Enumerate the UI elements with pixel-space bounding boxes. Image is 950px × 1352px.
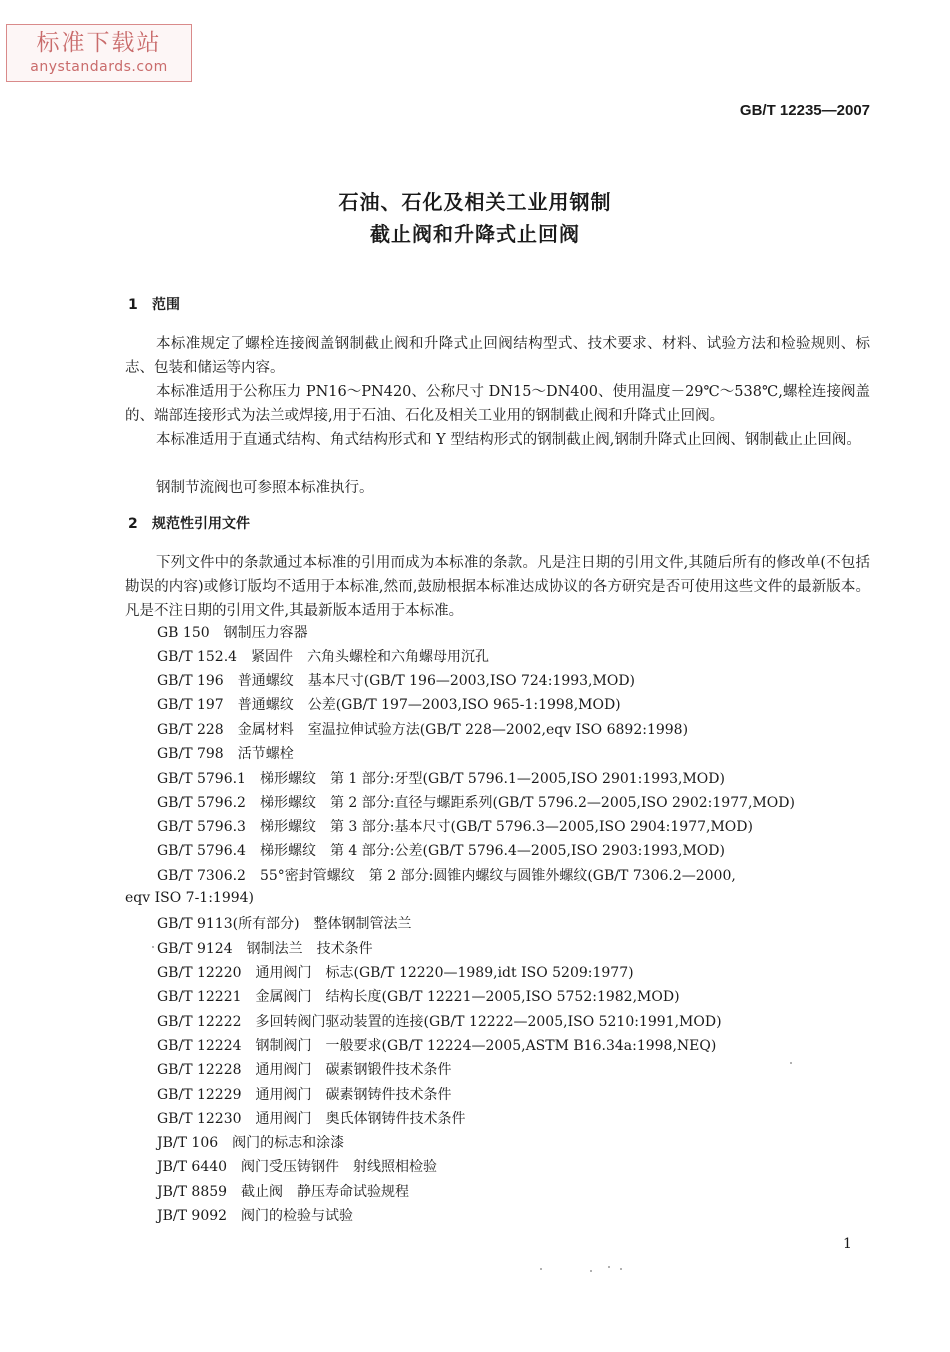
reference-title: 55°密封管螺纹: [259, 868, 355, 884]
reference-subtitle: 标志(GB/T 12220—1989,idt ISO 5209:1977): [325, 965, 634, 981]
reference-title: 梯形螺纹: [259, 795, 316, 811]
reference-item: [157, 841, 725, 861]
watermark-en: anystandards.com: [30, 59, 168, 75]
reference-code: GB/T 12224: [157, 1038, 242, 1054]
reference-subtitle: 碳素钢铸件技术条件: [325, 1087, 452, 1103]
scan-speck: [620, 1268, 622, 1270]
reference-item: [157, 1109, 466, 1129]
reference-code: GB/T 12221: [157, 989, 242, 1005]
reference-subtitle: 结构长度(GB/T 12221—2005,ISO 5752:1982,MOD): [325, 989, 680, 1005]
scope-paragraph-1: 本标准规定了螺栓连接阀盖钢制截止阀和升降式止回阀结构型式、技术要求、材料、试验方法和检验规则、标志、包装和储运等内容。: [125, 336, 870, 376]
reference-subtitle: 第 2 部分:圆锥内螺纹与圆锥外螺纹(GB/T 7306.2—2000,: [368, 868, 736, 884]
reference-title: 钢制法兰: [246, 941, 303, 957]
reference-title: 梯形螺纹: [259, 843, 316, 859]
reference-title: 通用阀门: [255, 965, 312, 981]
scope-paragraph-2: 本标准适用于公称压力 PN16～PN420、公称尺寸 DN15～DN400、使用温度－29℃～538℃,螺栓连接阀盖的、端部连接形式为法兰或焊接,用于石油、石化及相关工业用的钢制截止阀和升降式止回阀。: [125, 384, 870, 424]
reference-code: GB/T 196: [157, 673, 224, 689]
document-title-line2: 截止阀和升降式止回阀: [370, 222, 580, 246]
reference-code: GB/T 5796.2: [157, 795, 246, 811]
reference-code: GB/T 7306.2: [157, 868, 246, 884]
watermark-cn: 标准下载站: [36, 30, 162, 56]
reference-subtitle: 奥氏体钢铸件技术条件: [325, 1111, 466, 1127]
section-number: 1: [128, 297, 138, 313]
reference-code: GB/T 152.4: [157, 649, 238, 665]
reference-item: [157, 1036, 716, 1056]
reference-subtitle: 六角头螺栓和六角螺母用沉孔: [307, 649, 490, 665]
reference-title: 整体钢制管法兰: [313, 916, 412, 932]
references-intro-paragraph: 下列文件中的条款通过本标准的引用而成为本标准的条款。凡是注日期的引用文件,其随后所有的修改单(不包括勘误的内容)或修订版均不适用于本标准,然而,鼓励根据本标准达成协议的各方研究是否可使用这些文件的最新版本。凡是不注日期的引用文件,其最新版本适用于本标准。: [125, 555, 870, 619]
reference-code: GB/T 5796.3: [157, 819, 246, 835]
reference-item: [157, 1206, 353, 1226]
reference-code: GB/T 12228: [157, 1062, 242, 1078]
reference-item: [157, 623, 308, 643]
reference-item: [157, 866, 736, 886]
document-title-line1: 石油、石化及相关工业用钢制: [338, 190, 612, 214]
reference-code: GB/T 12220: [157, 965, 242, 981]
reference-subtitle: 第 3 部分:基本尺寸(GB/T 5796.3—2005,ISO 2904:1977,MOD): [329, 819, 753, 835]
reference-subtitle: 第 2 部分:直径与螺距系列(GB/T 5796.2—2005,ISO 2902:1977,MOD): [329, 795, 795, 811]
reference-item: [157, 647, 489, 667]
reference-subtitle: 一般要求(GB/T 12224—2005,ASTM B16.34a:1998,NEQ): [325, 1038, 717, 1054]
reference-code: GB/T 5796.1: [157, 771, 246, 787]
scan-speck: [608, 1266, 610, 1268]
reference-subtitle: 室温拉伸试验方法(GB/T 228—2002,eqv ISO 6892:1998): [307, 722, 689, 738]
reference-title: 通用阀门: [255, 1087, 312, 1103]
reference-item: [157, 695, 621, 715]
reference-title: 阀门受压铸钢件: [241, 1159, 340, 1175]
reference-title: 普通螺纹: [237, 673, 294, 689]
reference-code: JB/T 6440: [157, 1159, 228, 1175]
reference-code: JB/T 106: [157, 1135, 219, 1151]
reference-subtitle: 静压寿命试验规程: [297, 1184, 410, 1200]
scan-speck: [590, 1270, 592, 1272]
reference-item: [157, 1060, 452, 1080]
reference-item: [157, 987, 680, 1007]
reference-subtitle: 基本尺寸(GB/T 196—2003,ISO 724:1993,MOD): [307, 673, 636, 689]
reference-item: [157, 1085, 452, 1105]
reference-subtitle: 第 4 部分:公差(GB/T 5796.4—2005,ISO 2903:1993,MOD): [329, 843, 725, 859]
reference-item: [157, 769, 725, 789]
section-title: 范围: [152, 297, 180, 313]
reference-title: 阀门的标志和涂漆: [232, 1135, 345, 1151]
reference-code: GB/T 9124: [157, 941, 233, 957]
page-number: 1: [843, 1236, 852, 1252]
reference-title: 普通螺纹: [237, 697, 294, 713]
scan-speck: [540, 1268, 542, 1270]
section-heading-references: [128, 513, 250, 533]
reference-item: [157, 1157, 437, 1177]
reference-item: [157, 914, 412, 934]
reference-item: [157, 744, 294, 764]
reference-item: [157, 1133, 344, 1153]
reference-code: GB/T 12222: [157, 1014, 242, 1030]
reference-title: 多回转阀门驱动装置的连接(GB/T 12222—2005,ISO 5210:1991,MOD): [255, 1014, 722, 1030]
scan-speck: [790, 1062, 792, 1064]
reference-subtitle: 技术条件: [316, 941, 373, 957]
scope-paragraph-4: 钢制节流阀也可参照本标准执行。: [156, 480, 374, 496]
reference-title: 金属阀门: [255, 989, 312, 1005]
reference-code: JB/T 8859: [157, 1184, 228, 1200]
reference-item: [157, 1182, 409, 1202]
reference-subtitle: 公差(GB/T 197—2003,ISO 965-1:1998,MOD): [307, 697, 621, 713]
reference-title: 金属材料: [237, 722, 294, 738]
reference-title: 通用阀门: [255, 1111, 312, 1127]
watermark-stamp: [6, 24, 192, 82]
reference-title: 钢制压力容器: [223, 625, 308, 641]
scope-paragraph-3: 本标准适用于直通式结构、角式结构形式和 Y 型结构形式的钢制截止阀,钢制升降式止回阀、钢制截止止回阀。: [156, 432, 861, 448]
reference-code: GB/T 12229: [157, 1087, 242, 1103]
reference-subtitle: 碳素钢锻件技术条件: [325, 1062, 452, 1078]
reference-title: 紧固件: [251, 649, 294, 665]
standard-code: GB/T 12235—2007: [739, 102, 870, 119]
section-title: 规范性引用文件: [152, 516, 250, 532]
reference-item: [157, 963, 634, 983]
reference-continuation: eqv ISO 7-1:1994): [125, 890, 255, 906]
scan-speck: [152, 946, 154, 948]
reference-subtitle: 第 1 部分:牙型(GB/T 5796.1—2005,ISO 2901:1993,MOD): [329, 771, 725, 787]
reference-code: JB/T 9092: [157, 1208, 228, 1224]
reference-item: [157, 939, 373, 959]
reference-code: GB/T 798: [157, 746, 224, 762]
reference-title: 梯形螺纹: [259, 819, 316, 835]
reference-item: [157, 817, 753, 837]
reference-code: GB/T 228: [157, 722, 224, 738]
reference-code: GB/T 9113(所有部分): [157, 916, 300, 932]
section-number: 2: [128, 516, 138, 532]
reference-title: 截止阀: [241, 1184, 284, 1200]
reference-item: [157, 720, 688, 740]
reference-code: GB/T 197: [157, 697, 224, 713]
reference-code: GB 150: [157, 625, 210, 641]
reference-title: 通用阀门: [255, 1062, 312, 1078]
reference-code: GB/T 12230: [157, 1111, 242, 1127]
reference-title: 活节螺栓: [237, 746, 294, 762]
reference-title: 钢制阀门: [255, 1038, 312, 1054]
reference-title: 梯形螺纹: [259, 771, 316, 787]
reference-code: GB/T 5796.4: [157, 843, 246, 859]
reference-item: [157, 671, 635, 691]
reference-subtitle: 射线照相检验: [353, 1159, 438, 1175]
reference-item: [157, 1012, 722, 1032]
reference-title: 阀门的检验与试验: [241, 1208, 354, 1224]
section-heading-scope: [128, 294, 180, 314]
reference-item: [157, 793, 795, 813]
